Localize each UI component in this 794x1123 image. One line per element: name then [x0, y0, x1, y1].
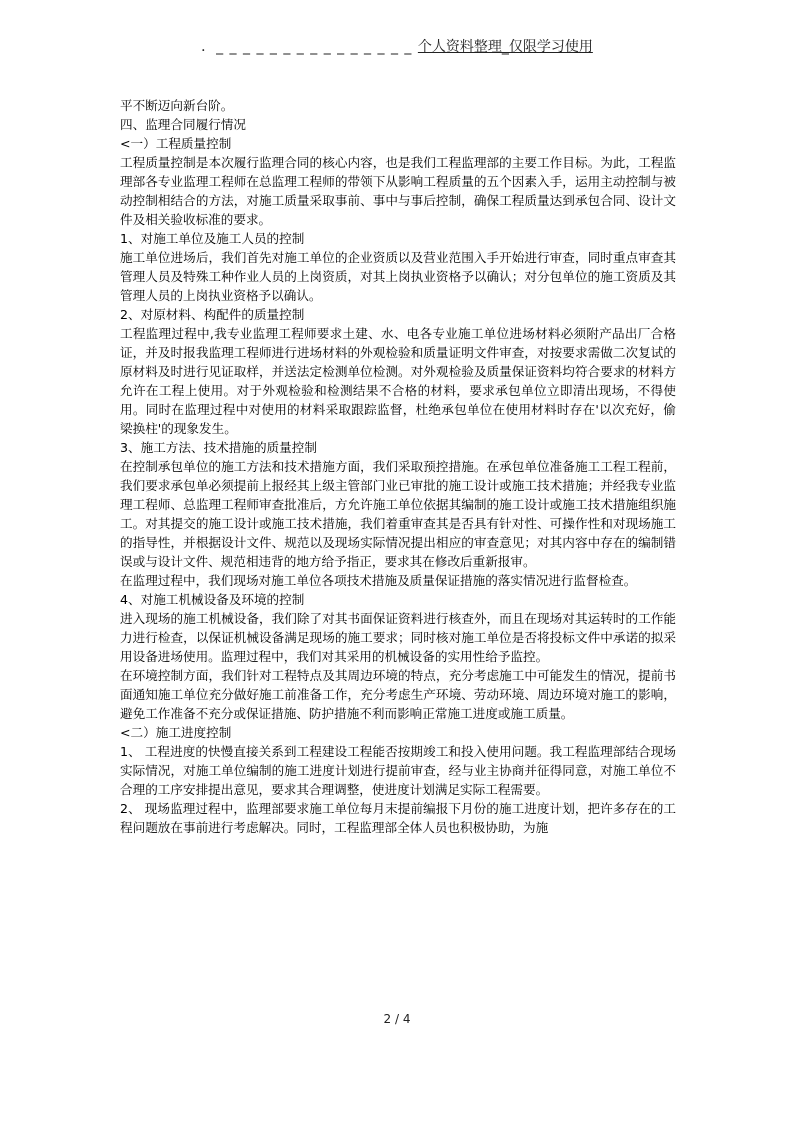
- paragraph: 工程质量控制是本次履行监理合同的核心内容，也是我们工程监理部的主要工作目标。为此，工程监理部各专业监理工程师在总监理工程师的带领下从影响工程质量的五个因素入手，运用主动控制与被动控制相结合的方法，对施工质量采取事前、事中与事后控制，确保工程质量达到承包合同、设计文件及相关验收标准的要求。: [120, 155, 676, 227]
- page-header: [0, 36, 794, 56]
- paragraph: 1、 工程进度的快慢直接关系到工程建设工程能否按期竣工和投入使用问题。我工程监理部结合现场实际情况，对施工单位编制的施工进度计划进行提前审查，经与业主协商并征得同意，对施工单位不合理的工序安排提出意见，要求其合理调整，使进度计划满足实际工程需要。: [120, 744, 676, 797]
- paragraph: 2、 现场监理过程中，监理部要求施工单位每月末提前编报下月份的施工进度计划，把许多存在的工程问题放在事前进行考虑解决。同时，工程监理部全体人员也积极协助，为施: [120, 801, 676, 835]
- page-number: 2 / 4: [383, 1012, 411, 1026]
- item-heading: 1、对施工单位及施工人员的控制: [120, 231, 305, 246]
- section-heading: 四、监理合同履行情况: [120, 117, 246, 132]
- paragraph: 在监理过程中，我们现场对施工单位各项技术措施及质量保证措施的落实情况进行监督检查。: [120, 573, 637, 588]
- paragraph: 施工单位进场后，我们首先对施工单位的企业资质以及营业范围入手开始进行审查，同时重点审查其管理人员及特殊工种作业人员的上岗资质，对其上岗执业资格予以确认；对分包单位的施工资质及其管理人员的上岗执业资格予以确认。: [120, 250, 676, 303]
- subsection-heading: <一）工程质量控制: [120, 136, 232, 151]
- subsection-heading: <二）施工进度控制: [120, 725, 232, 740]
- paragraph: 在控制承包单位的施工方法和技术措施方面，我们采取预控措施。在承包单位准备施工工程工程前，我们要求承包单必须提前上报经其上级主管部门业已审批的施工设计或施工技术措施；并经我专业监理工程师、总监理工程师审查批准后，方允许施工单位依据其编制的施工设计或施工技术措施组织施工。对其提交的施工设计或施工技术措施，我们着重审查其是否具有针对性、可操作性和对现场施工的指导性，并根据设计文件、规范以及现场实际情况提出相应的审查意见；对其内容中存在的编制错误或与设计文件、规范相违背的地方给予指正，要求其在修改后重新报审。: [120, 459, 676, 569]
- item-heading: 3、施工方法、技术措施的质量控制: [120, 440, 317, 455]
- header-text: 个人资料整理_仅限学习使用: [417, 39, 593, 55]
- paragraph: 平不断迈向新台阶。: [120, 98, 234, 113]
- paragraph: 工程监理过程中,我专业监理工程师要求土建、水、电各专业施工单位进场材料必须附产品出厂合格证，并及时报我监理工程师进行进场材料的外观检验和质量证明文件审查，对按要求需做二次复试的原材料及时进行见证取样，并送法定检测单位检测。对外观检验及质量保证资料均符合要求的材料方允许在工程上使用。对于外观检验和检测结果不合格的材料，要求承包单位立即清出现场，不得使用。同时在监理过程中对使用的材料采取跟踪监督，杜绝承包单位在使用材料时存在'以次充好，偷梁换柱'的现象发生。: [120, 326, 676, 436]
- paragraph: 在环境控制方面，我们针对工程特点及其周边环境的特点，充分考虑施工中可能发生的情况，提前书面通知施工单位充分做好施工前准备工作，充分考虑生产环境、劳动环境、周边环境对施工的影响，避免工作准备不充分或保证措施、防护措施不利而影响正常施工进度或施工质量。: [120, 668, 676, 721]
- item-heading: 2、对原材料、构配件的质量控制: [120, 307, 305, 322]
- document-body: [120, 96, 676, 837]
- header-dashes: ．_ _ _ _ _ _ _ _ _ _ _ _ _ _ _: [201, 39, 418, 55]
- item-heading: 4、对施工机械设备及环境的控制: [120, 592, 305, 607]
- paragraph: 进入现场的施工机械设备，我们除了对其书面保证资料进行核查外，而且在现场对其运转时的工作能力进行检查，以保证机械设备满足现场的施工要求；同时核对施工单位是否将投标文件中承诺的拟采用设备进场使用。监理过程中，我们对其采用的机械设备的实用性给予监控。: [120, 611, 676, 664]
